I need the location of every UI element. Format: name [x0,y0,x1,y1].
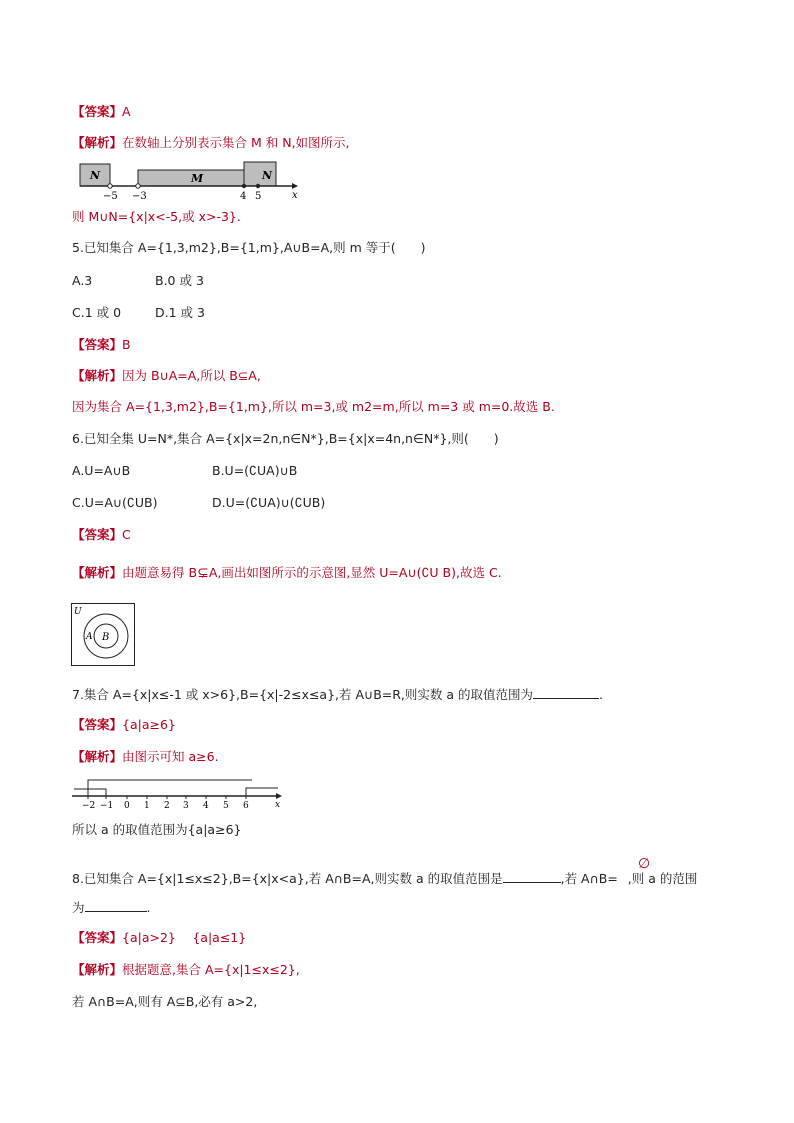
q6-stem: 6.已知全集 U=N*,集合 A={x|x=2n,n∈N*},B={x|x=4n,n∈N*},则( ) [72,431,499,446]
answer-value: B [122,337,131,352]
proper-subset-symbol: ⊊ [197,565,209,581]
open-point-neg5 [108,184,112,188]
q4-answer-line [72,104,131,120]
tick-label-2: 2 [164,801,170,810]
answer-tag: 【答案】 [72,930,123,945]
tick-label-1: 1 [144,801,150,810]
set-b-bracket [88,780,252,796]
answer-tag: 【答案】 [72,337,123,352]
q7-analysis-line [72,749,219,765]
tick-label-5: 5 [223,801,229,810]
answer-blank [533,686,599,699]
open-point-neg3 [136,184,140,188]
axis-arrow [292,183,298,189]
q6-venn-diagram [71,603,135,666]
tick-label-neg5: −5 [103,191,118,202]
q6-analysis-line [72,565,502,581]
axis-label-x: x [275,800,281,810]
analysis-tag: 【解析】 [72,368,123,383]
q5-analysis-line [72,368,261,384]
analysis-text-pre: 由题意易得 B [122,565,198,580]
q5-stem: 5.已知集合 A={1,3,m2},B={1,m},A∪B=A,则 m 等于( ) [72,240,426,255]
region-label-m: M [191,172,204,185]
analysis-tag: 【解析】 [72,565,123,580]
analysis-text: 在数轴上分别表示集合 M 和 N,如图所示, [122,135,350,150]
q8-stem-1: 8.已知集合 A={x|1≤x≤2},B={x|x<a},若 A∩B=A,则实数 a 的取值范围是 [72,871,503,886]
q8-stem-4: 为 [72,900,85,915]
q6-option-c: C.U=A∪(∁UB) [72,495,158,510]
q7-stem: 7.集合 A={x|x≤-1 或 x>6},B={x|-2≤x≤a},若 A∪B=R,则实数 a 的取值范围为 [72,687,534,702]
q6-answer-line [72,527,131,543]
q5-answer-line [72,337,131,353]
analysis-tag: 【解析】 [72,135,123,150]
region-label-n-right: N [262,169,273,182]
answer-blank-1 [503,870,561,883]
q8-stem-line-2 [72,899,151,916]
set-a-left-bracket [74,789,106,796]
venn-label-a: A [86,632,93,642]
axis-arrow [276,793,282,799]
analysis-tag: 【解析】 [72,749,123,764]
q6-option-a: A.U=A∪B [72,463,131,478]
answer-value: {a|a>2} {a|a≤1} [122,930,247,945]
q8-stem-3: ,则 a 的范围 [627,871,698,886]
tick-label-neg2: −2 [82,801,96,810]
closed-point-5 [256,184,260,188]
analysis-text-post: A,画出如图所示的示意图,显然 U=A∪(∁U B),故选 C. [208,565,502,580]
answer-value: {a|a≥6} [122,717,176,732]
answer-blank-2 [85,899,147,912]
closed-point-4 [242,184,246,188]
q6-option-b: B.U=(∁UA)∪B [212,463,298,478]
q7-answer-line [72,717,176,733]
empty-set-symbol: ∅ [638,856,651,872]
answer-tag: 【答案】 [72,104,123,119]
q7-stem-end: . [599,687,603,702]
tick-label-4: 4 [203,801,209,810]
q4-number-line-figure [78,158,308,202]
answer-tag: 【答案】 [72,717,123,732]
q5-option-a: A.3 [72,273,93,288]
q4-conclusion: 则 M∪N={x|x<-5,或 x>-3}. [72,209,241,224]
q5-analysis-2: 因为集合 A={1,3,m2},B={1,m},所以 m=3,或 m2=m,所以 m=3 或 m=0.故选 B. [72,399,555,414]
tick-label-0: 0 [124,801,130,810]
analysis-tag: 【解析】 [72,962,123,977]
tick-label-4: 4 [240,191,247,202]
analysis-text: 因为 B∪A=A,所以 B⊆A, [122,368,261,383]
q8-analysis-line [72,962,300,978]
q8-stem-end: . [146,900,151,915]
set-a-right-bracket [246,788,278,796]
q6-option-d: D.U=(∁UA)∪(∁UB) [212,495,326,510]
venn-label-b: B [102,632,110,643]
q8-stem-2: ,若 A∩B= [560,871,618,886]
q7-stem-line [72,686,603,703]
region-label-n-left: N [90,169,101,182]
q5-option-c: C.1 或 0 [72,305,122,320]
tick-label-neg3: −3 [132,191,147,202]
q5-option-b: B.0 或 3 [155,273,204,288]
q4-analysis-line [72,135,350,151]
axis-label-x: x [292,190,298,201]
tick-label-3: 3 [183,801,189,810]
q8-analysis-2: 若 A∩B=A,则有 A⊆B,必有 a>2, [72,994,258,1009]
tick-label-neg1: −1 [100,801,114,810]
q5-option-d: D.1 或 3 [155,305,205,320]
tick-label-5: 5 [255,191,262,202]
analysis-text: 由图示可知 a≥6. [122,749,219,764]
answer-tag: 【答案】 [72,527,123,542]
answer-value: A [122,104,131,119]
venn-label-u: U [74,607,82,617]
analysis-text: 根据题意,集合 A={x|1≤x≤2}, [122,962,300,977]
answer-value: C [122,527,131,542]
q8-stem-line [72,870,697,887]
q7-number-line-figure [72,774,287,810]
q8-answer-line [72,930,246,946]
q7-conclusion: 所以 a 的取值范围为{a|a≥6} [72,822,242,837]
tick-label-6: 6 [243,801,249,810]
